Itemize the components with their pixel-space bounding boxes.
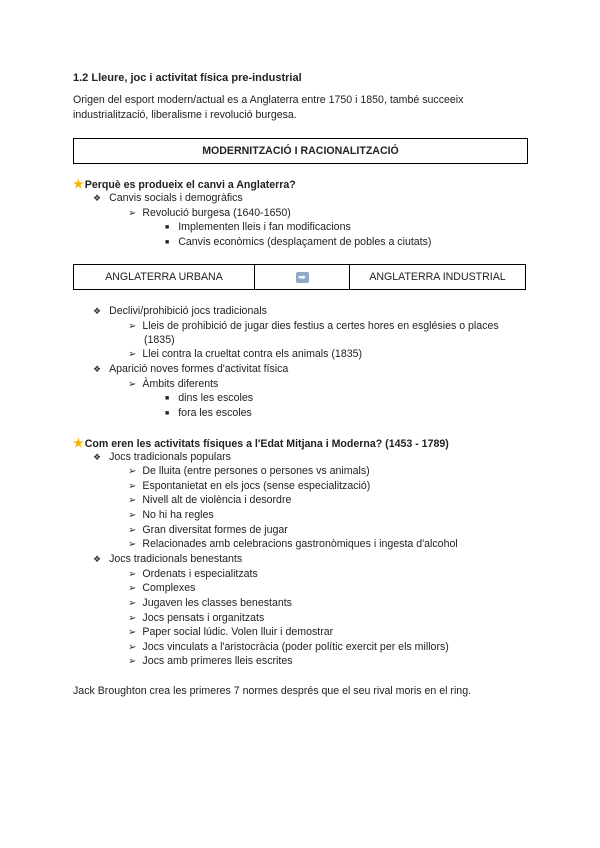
list-item: ➢ Revolució burgesa (1640-1650) — [128, 207, 291, 219]
modernization-box — [73, 138, 528, 164]
star-icon: ★ — [73, 177, 84, 191]
question-2-heading — [73, 436, 449, 450]
list-item: ➢ Espontanietat en els jocs (sense especialització) — [128, 480, 370, 492]
section-title: 1.2 Lleure, joc i activitat física pre-industrial — [73, 72, 302, 84]
list-item: ❖ Declivi/prohibició jocs tradicionals — [93, 305, 267, 317]
transition-middle-cell — [255, 265, 350, 290]
modernization-box-title: MODERNITZACIÓ I RACIONALITZACIÓ — [202, 145, 399, 157]
question-2-title: Com eren les activitats físiques a l'Edat Mitjana i Moderna? (1453 - 1789) — [84, 438, 449, 450]
list-item: ➢ Gran diversitat formes de jugar — [128, 524, 288, 536]
list-item: ➢ Jocs vinculats a l'aristocràcia (poder polític exercit per els millors) — [128, 641, 449, 653]
list-item: ❖ Aparició noves formes d'activitat física — [93, 363, 288, 375]
transition-right-cell: ANGLATERRA INDUSTRIAL — [350, 265, 526, 290]
closing-paragraph: Jack Broughton crea les primeres 7 normes després que el seu rival moris en el ring. — [73, 685, 472, 697]
list-item: ➢ Jocs pensats i organitzats — [128, 612, 264, 624]
list-item: ❖ Jocs tradicionals benestants — [93, 553, 242, 565]
list-item: ■ fora les escoles — [165, 407, 252, 419]
intro-line-2: industrialització, liberalisme i revolució burgesa. — [73, 109, 297, 121]
list-item: ➢ Relacionades amb celebracions gastronòmiques i ingesta d'alcohol — [128, 538, 458, 550]
intro-line-1: Origen del esport modern/actual es a Anglaterra entre 1750 i 1850, també succeeix — [73, 94, 464, 106]
list-item: ■ dins les escoles — [165, 392, 253, 404]
list-item: ➢ No hi ha regles — [128, 509, 214, 521]
star-icon: ★ — [73, 436, 84, 450]
transition-table — [73, 264, 526, 290]
list-item: ➢ Jugaven les classes benestants — [128, 597, 292, 609]
question-1-title: Perquè es produeix el canvi a Anglaterra? — [84, 179, 296, 191]
right-arrow-icon: ➡ — [296, 272, 309, 283]
list-item-continuation: (1835) — [144, 334, 175, 346]
transition-left-cell: ANGLATERRA URBANA — [74, 265, 255, 290]
list-item: ➢ Àmbits diferents — [128, 378, 218, 390]
list-item: ■ Canvis econòmics (desplaçament de pobles a ciutats) — [165, 236, 431, 248]
list-item: ➢ Nivell alt de violència i desordre — [128, 494, 291, 506]
question-1-heading — [73, 177, 296, 191]
list-item: ❖ Canvis socials i demogràfics — [93, 192, 243, 204]
list-item: ❖ Jocs tradicionals populars — [93, 451, 231, 463]
list-item: ➢ Paper social lúdic. Volen lluir i demostrar — [128, 626, 333, 638]
list-item: ➢ Complexes — [128, 582, 195, 594]
list-item: ➢ Jocs amb primeres lleis escrites — [128, 655, 293, 667]
list-item: ■ Implementen lleis i fan modificacions — [165, 221, 351, 233]
list-item: ➢ Lleis de prohibició de jugar dies festius a certes hores en esglésies o places — [128, 320, 499, 332]
list-item: ➢ Ordenats i especialitzats — [128, 568, 258, 580]
list-item: ➢ Llei contra la crueltat contra els animals (1835) — [128, 348, 362, 360]
list-item: ➢ De lluita (entre persones o persones vs animals) — [128, 465, 370, 477]
